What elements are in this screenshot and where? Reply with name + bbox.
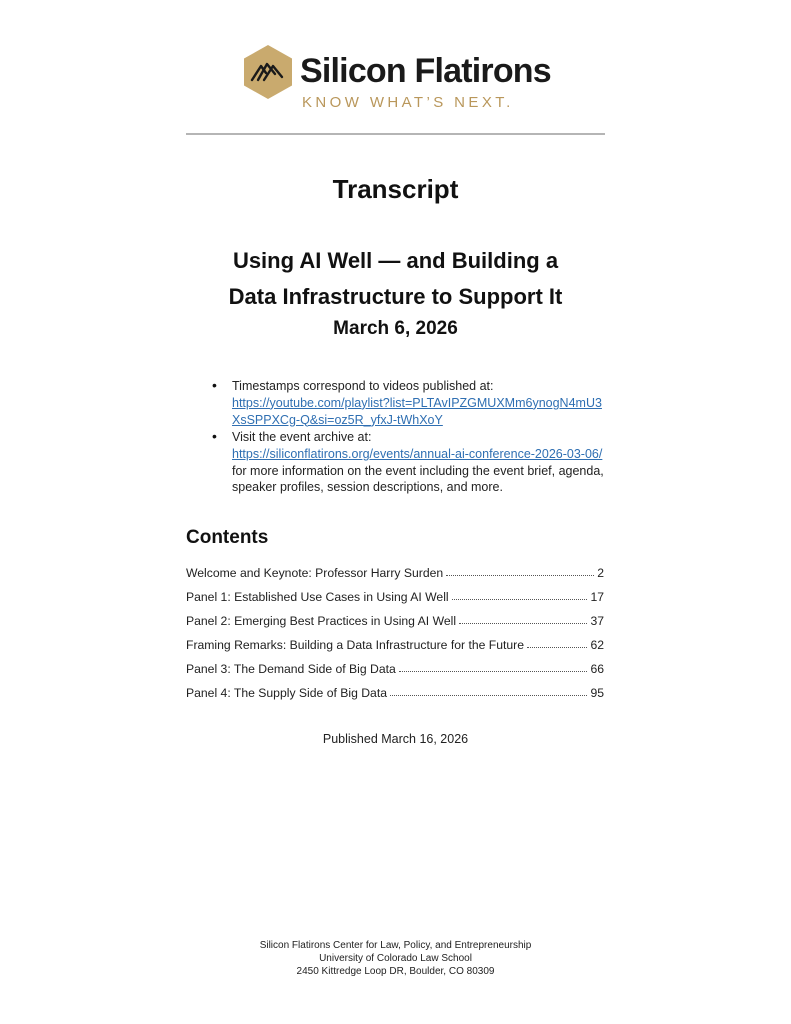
document-title-line-1: Using AI Well — and Building a [232, 248, 559, 273]
toc-dot-leader [390, 695, 587, 696]
note-text: Visit the event archive at: [232, 430, 372, 444]
note-timestamps [232, 378, 607, 428]
toc-entry-page: 37 [590, 614, 604, 628]
toc-dot-leader [399, 671, 588, 672]
toc-entry-page: 95 [590, 686, 604, 700]
toc-entry-title: Panel 1: Established Use Cases in Using AI Well [186, 590, 449, 604]
note-event-archive [232, 429, 607, 496]
event-date: March 6, 2026 [333, 318, 458, 339]
toc-entry-title: Welcome and Keynote: Professor Harry Surden [186, 566, 444, 580]
published-date: Published March 16, 2026 [322, 732, 469, 746]
toc-entry[interactable] [186, 610, 604, 628]
toc-entry-page: 62 [590, 638, 604, 652]
toc-entry-title: Panel 2: Emerging Best Practices in Using AI Well [186, 614, 457, 628]
toc-entry[interactable] [186, 682, 604, 700]
toc-entry[interactable] [186, 586, 604, 604]
event-archive-link[interactable]: https://siliconflatirons.org/events/annual-ai-conference-2026-03-06/ [232, 446, 603, 461]
toc-dot-leader [446, 575, 594, 576]
toc-dot-leader [459, 623, 587, 624]
toc-dot-leader [527, 647, 587, 648]
note-continuation: for more information on the event including the event brief, agenda, speaker profiles, session descriptions, and more. [232, 463, 604, 495]
toc-entry[interactable] [186, 658, 604, 676]
youtube-playlist-link[interactable]: https://youtube.com/playlist?list=PLTAvIPZGMUXMm6ynogN4mU3XsSPPXCg-Q&si=oz5R_yfxJ-tWhXoY [232, 395, 602, 427]
toc-entry-title: Panel 4: The Supply Side of Big Data [186, 686, 387, 700]
toc-entry-page: 66 [590, 662, 604, 676]
silicon-flatirons-logo-icon [243, 44, 293, 100]
footer-school: University of Colorado Law School [319, 953, 472, 964]
toc-entry-title: Panel 3: The Demand Side of Big Data [186, 662, 396, 676]
header-divider [186, 133, 605, 135]
toc-entry-page: 2 [597, 566, 604, 580]
toc-entry-page: 17 [590, 590, 604, 604]
logo-wordmark: Silicon Flatirons [300, 52, 551, 90]
logo-tagline: KNOW WHAT’S NEXT. [302, 94, 514, 111]
document-title-line-2: Data Infrastructure to Support It [228, 284, 563, 309]
bullet-icon: • [212, 428, 217, 444]
toc-dot-leader [452, 599, 588, 600]
footer-address: 2450 Kittredge Loop DR, Boulder, CO 80309 [296, 966, 495, 977]
toc-entry[interactable] [186, 634, 604, 652]
document-type-heading: Transcript [332, 174, 459, 204]
bullet-icon: • [212, 377, 217, 393]
toc-entry-title: Framing Remarks: Building a Data Infrastructure for the Future [186, 638, 525, 652]
footer-organization: Silicon Flatirons Center for Law, Policy, and Entrepreneurship [259, 940, 532, 951]
contents-heading: Contents [186, 527, 269, 548]
note-text: Timestamps correspond to videos published at: [232, 379, 494, 393]
toc-entry[interactable] [186, 562, 604, 580]
